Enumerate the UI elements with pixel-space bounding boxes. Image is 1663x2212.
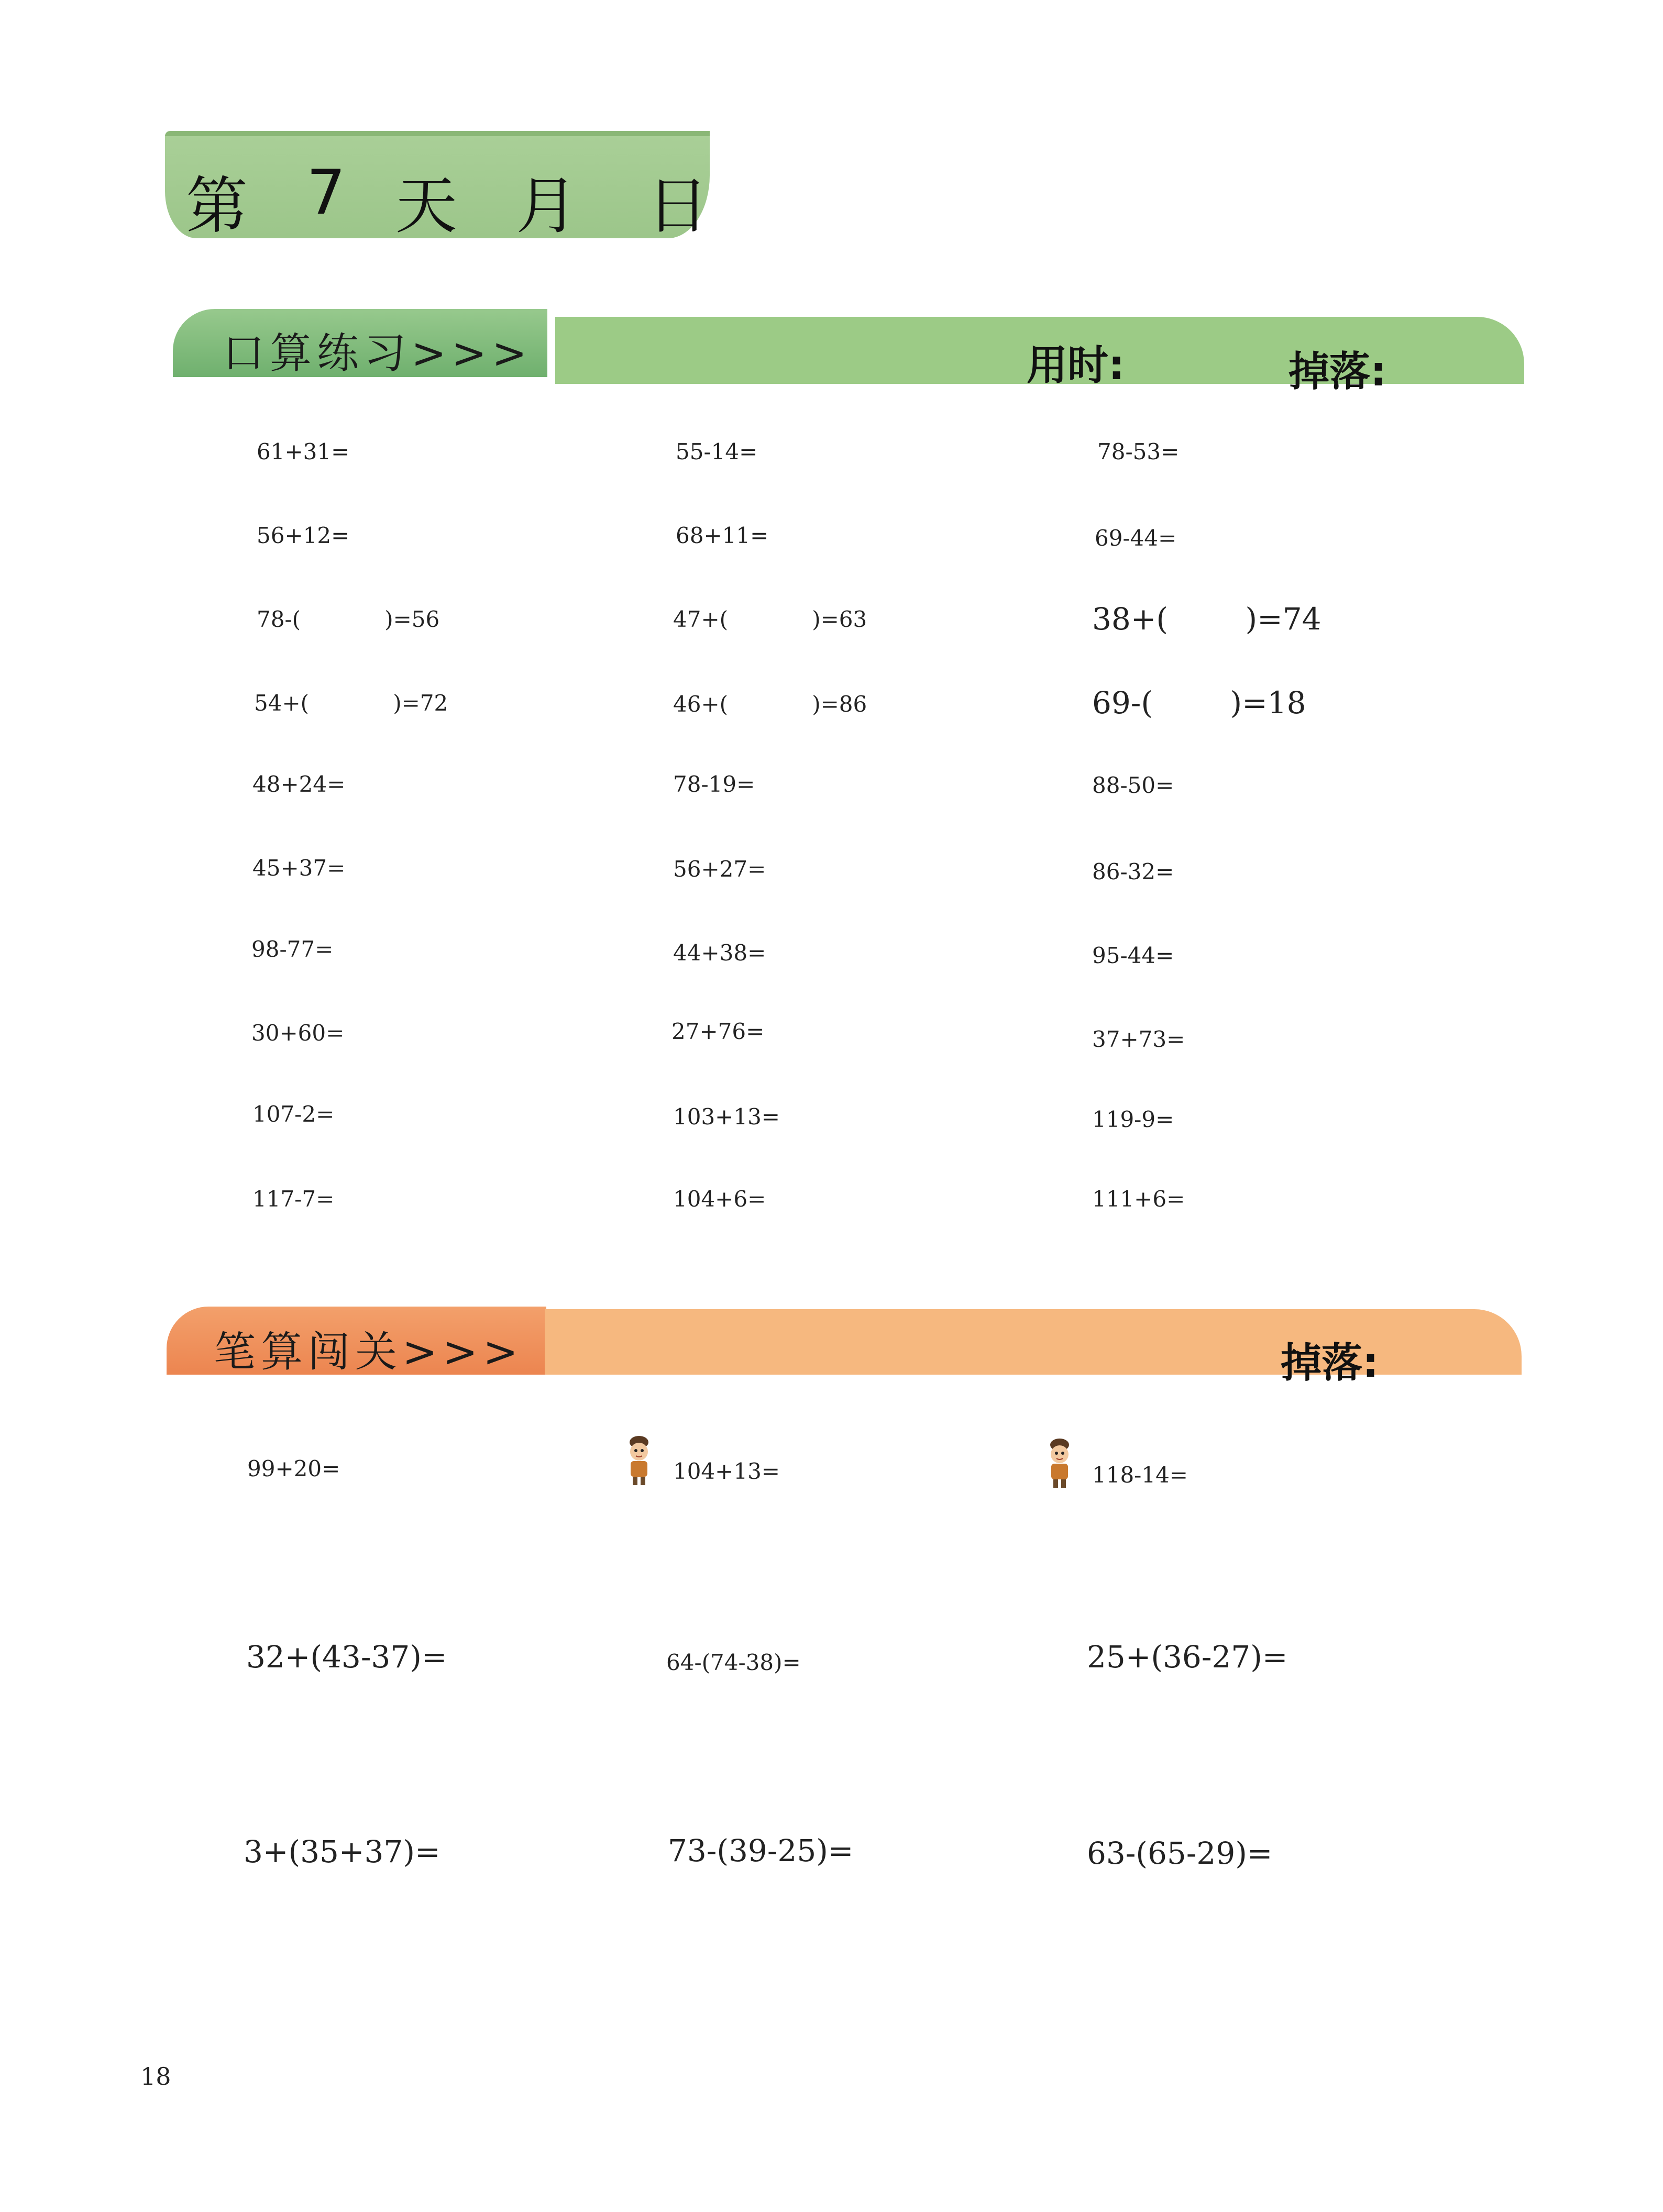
mascot-icon	[623, 1435, 655, 1487]
oral-problem: 78-19=	[673, 771, 755, 797]
oral-problem: 56+12=	[257, 523, 350, 548]
oral-problem: 69-( )=18	[1092, 685, 1306, 721]
written-problem: 25+(36-27)=	[1087, 1639, 1288, 1675]
oral-problem: 86-32=	[1092, 859, 1174, 884]
oral-problem: 37+73=	[1092, 1026, 1185, 1052]
oral-problem: 47+( )=63	[673, 606, 867, 632]
oral-problem: 103+13=	[673, 1104, 780, 1130]
oral-problem: 104+6=	[673, 1186, 766, 1212]
oral-section-info-banner	[555, 317, 1524, 395]
oral-problem: 30+60=	[251, 1020, 345, 1046]
oral-problem: 27+76=	[671, 1019, 765, 1044]
oral-problem: 46+( )=86	[673, 691, 867, 717]
written-problem: 118-14=	[1092, 1462, 1188, 1488]
written-problem: 32+(43-37)=	[246, 1639, 447, 1675]
oral-problem: 68+11=	[676, 523, 769, 548]
written-problem: 73-(39-25)=	[668, 1833, 854, 1868]
written-section-info-banner	[545, 1309, 1522, 1387]
oral-problem: 78-( )=56	[257, 606, 440, 632]
written-problem: 3+(35+37)=	[244, 1834, 440, 1870]
oral-problem: 111+6=	[1092, 1186, 1185, 1212]
day-header	[165, 131, 710, 242]
written-section-title: 笔算闯关>>>	[214, 1328, 524, 1376]
oral-problem: 119-9=	[1092, 1107, 1174, 1132]
oral-problem: 117-7=	[252, 1186, 335, 1212]
oral-problem: 78-53=	[1097, 439, 1180, 464]
oral-problem: 48+24=	[252, 771, 346, 797]
day-word: 天	[395, 170, 458, 242]
oral-problem: 38+( )=74	[1092, 601, 1321, 637]
mascot-icon	[1044, 1437, 1075, 1490]
oral-problem: 107-2=	[252, 1101, 335, 1127]
written-problem: 99+20=	[247, 1456, 340, 1481]
oral-problem: 45+37=	[252, 855, 346, 881]
written-problem: 64-(74-38)=	[666, 1650, 801, 1675]
oral-problem: 54+( )=72	[254, 690, 448, 716]
time-label: 用时:	[1027, 342, 1125, 389]
oral-drop-label: 掉落:	[1288, 348, 1387, 395]
page-number: 18	[140, 2062, 171, 2091]
written-problem: 63-(65-29)=	[1087, 1835, 1273, 1871]
day-number: 7	[306, 156, 346, 228]
day-prefix: 第	[186, 170, 248, 242]
month-word: 月	[516, 170, 578, 242]
written-problem: 104+13=	[673, 1458, 780, 1484]
oral-section-title-banner	[173, 309, 547, 377]
oral-section-title: 口算练习>>>	[223, 329, 533, 378]
oral-problem: 69-44=	[1095, 525, 1177, 551]
written-section-title-banner	[167, 1307, 546, 1375]
oral-problem: 98-77=	[251, 936, 334, 962]
oral-problem: 56+27=	[673, 856, 766, 882]
written-drop-label: 掉落:	[1281, 1340, 1379, 1387]
oral-problem: 55-14=	[676, 439, 758, 464]
oral-problem: 44+38=	[673, 940, 766, 966]
oral-problem: 95-44=	[1092, 943, 1174, 968]
oral-problem: 61+31=	[257, 439, 350, 464]
date-word: 日	[647, 170, 709, 242]
oral-problem: 88-50=	[1092, 772, 1174, 798]
